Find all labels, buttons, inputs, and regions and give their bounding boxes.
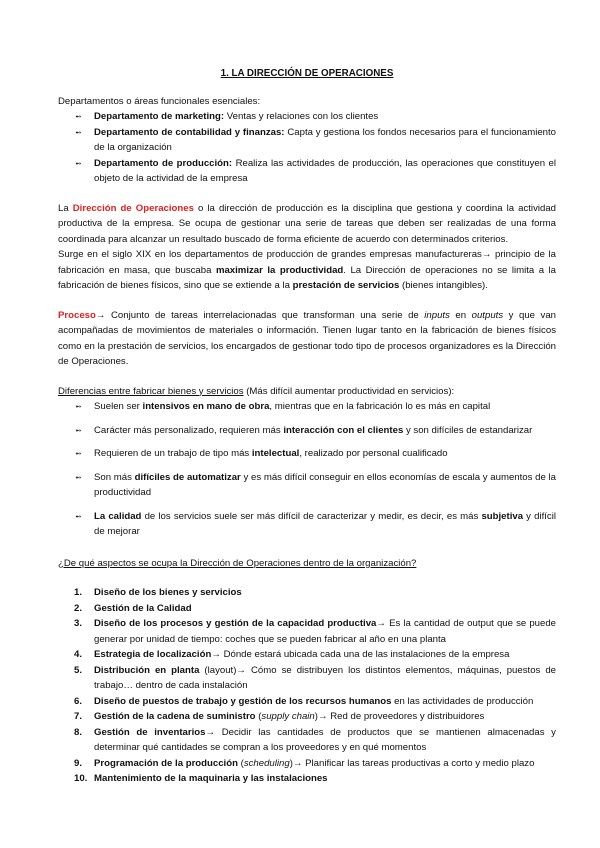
arrow-bullet-icon: ➻ xyxy=(75,449,82,458)
list-item: 10. Mantenimiento de la maquinaria y las instalaciones xyxy=(74,773,328,784)
arrow-bullet-icon: ➻ xyxy=(75,127,82,137)
direccion-paragraph: La Dirección de Operaciones o la dirección de producción es la disciplina que gestiona y coordina la actividad productiva de la empresa. Se ocupa de gestionar una serie de tareas que deben ser realizadas de una forma coordinada para alcanzar un resultado buscado de forma eficiente de acuerdo con determinados criterios. xyxy=(58,202,556,245)
arrow-bullet-icon: ➻ xyxy=(75,425,82,435)
list-item: 1. Diseño de los bienes y servicios xyxy=(74,587,242,598)
proceso-paragraph: Proceso→ Conjunto de tareas interrelacionadas que transforman una serie de inputs en outputs y que van acompañadas de movimientos de materiales o información. Tienen lugar tanto en la fabricación de bienes físicos como en la prestación de servicios, los encargados de gestionar todo tipo de procesos organizadores es la Dirección de Operaciones. xyxy=(58,309,556,367)
list-item: ➻ La calidad de los servicios suele ser más difícil de caracterizar y medir, es decir, es más subjetiva y difícil de mejorar xyxy=(75,510,556,537)
diferencias-list xyxy=(58,399,556,540)
document-page xyxy=(58,66,556,787)
list-item: ➻ Son más difíciles de automatizar y es más difícil conseguir en ellos economías de escala y aumentos de la productividad xyxy=(75,471,556,498)
arrow-bullet-icon: ➻ xyxy=(75,112,82,121)
departments-list xyxy=(58,109,556,187)
list-item: 7. Gestión de la cadena de suministro (supply chain)→ Red de proveedores y distribuidores xyxy=(74,711,485,722)
list-item: 8. Gestión de inventarios→ Decidir las cantidades de productos que se mantienen almacenadas y determinar qué cantidades se compran a los proveedores y en qué momentos xyxy=(74,726,556,753)
list-item: ➻ Requieren de un trabajo de tipo más intelectual, realizado por personal cualificado xyxy=(58,446,556,462)
list-item: 5. Distribución en planta (layout)→ Cómo se distribuyen los distintos elementos, máquinas, puestos de trabajo… dentro de cada instalación xyxy=(74,664,556,691)
arrow-bullet-icon: ➻ xyxy=(75,158,82,168)
departments-intro: Departamentos o áreas funcionales esenciales: xyxy=(58,95,261,107)
list-item: 6. Diseño de puestos de trabajo y gestión de los recursos humanos en las actividades de producción xyxy=(74,695,534,707)
arrow-bullet-icon: ➻ xyxy=(75,402,82,411)
list-item: 4. Estrategia de localización→ Dónde estará ubicada cada una de las instalaciones de la empresa xyxy=(74,649,510,660)
list-item: ➻ Departamento de contabilidad y finanzas: Capta y gestiona los fondos necesarios para el funcionamiento de la organización xyxy=(75,126,557,153)
arrow-bullet-icon: ➻ xyxy=(75,511,82,521)
list-item: ➻ Departamento de marketing: Ventas y relaciones con los clientes xyxy=(58,109,556,125)
arrow-bullet-icon: ➻ xyxy=(75,472,82,482)
surge-paragraph: Surge en el siglo XIX en los departamentos de producción de grandes empresas manufactureras→ principio de la fabricación en masa, que buscaba maximizar la productividad. La Dirección de operaciones no se limita a la fabricación de bienes físicos, sino que se extiende a la prestación de servicios (bienes intangibles). xyxy=(58,249,556,291)
list-item: 2. Gestión de la Calidad xyxy=(74,602,192,614)
list-item: ➻ Departamento de producción: Realiza las actividades de producción, las operaciones que constituyen el objeto de la actividad de la empresa xyxy=(75,157,556,184)
list-item: 9. Programación de la producción (scheduling)→ Planificar las tareas productivas a corto y medio plazo xyxy=(74,757,535,769)
list-item: ➻ Suelen ser intensivos en mano de obra, mientras que en la fabricación lo es más en capital xyxy=(58,399,556,415)
diferencias-heading: Diferencias entre fabricar bienes y servicios (Más difícil aumentar productividad en servicios): xyxy=(58,385,455,397)
list-item: 3. Diseño de los procesos y gestión de la capacidad productiva→ Es la cantidad de output que se puede generar por unidad de tiempo: coches que se pueden fabricar al año en una planta xyxy=(74,618,556,645)
list-item: ➻ Carácter más personalizado, requieren más interacción con el clientes y son difíciles de estandarizar xyxy=(58,423,556,439)
aspectos-heading: ¿De qué aspectos se ocupa la Dirección de Operaciones dentro de la organización? xyxy=(58,557,417,569)
page-title: 1. LA DIRECCIÓN DE OPERACIONES xyxy=(220,68,394,79)
aspectos-list xyxy=(58,585,556,787)
